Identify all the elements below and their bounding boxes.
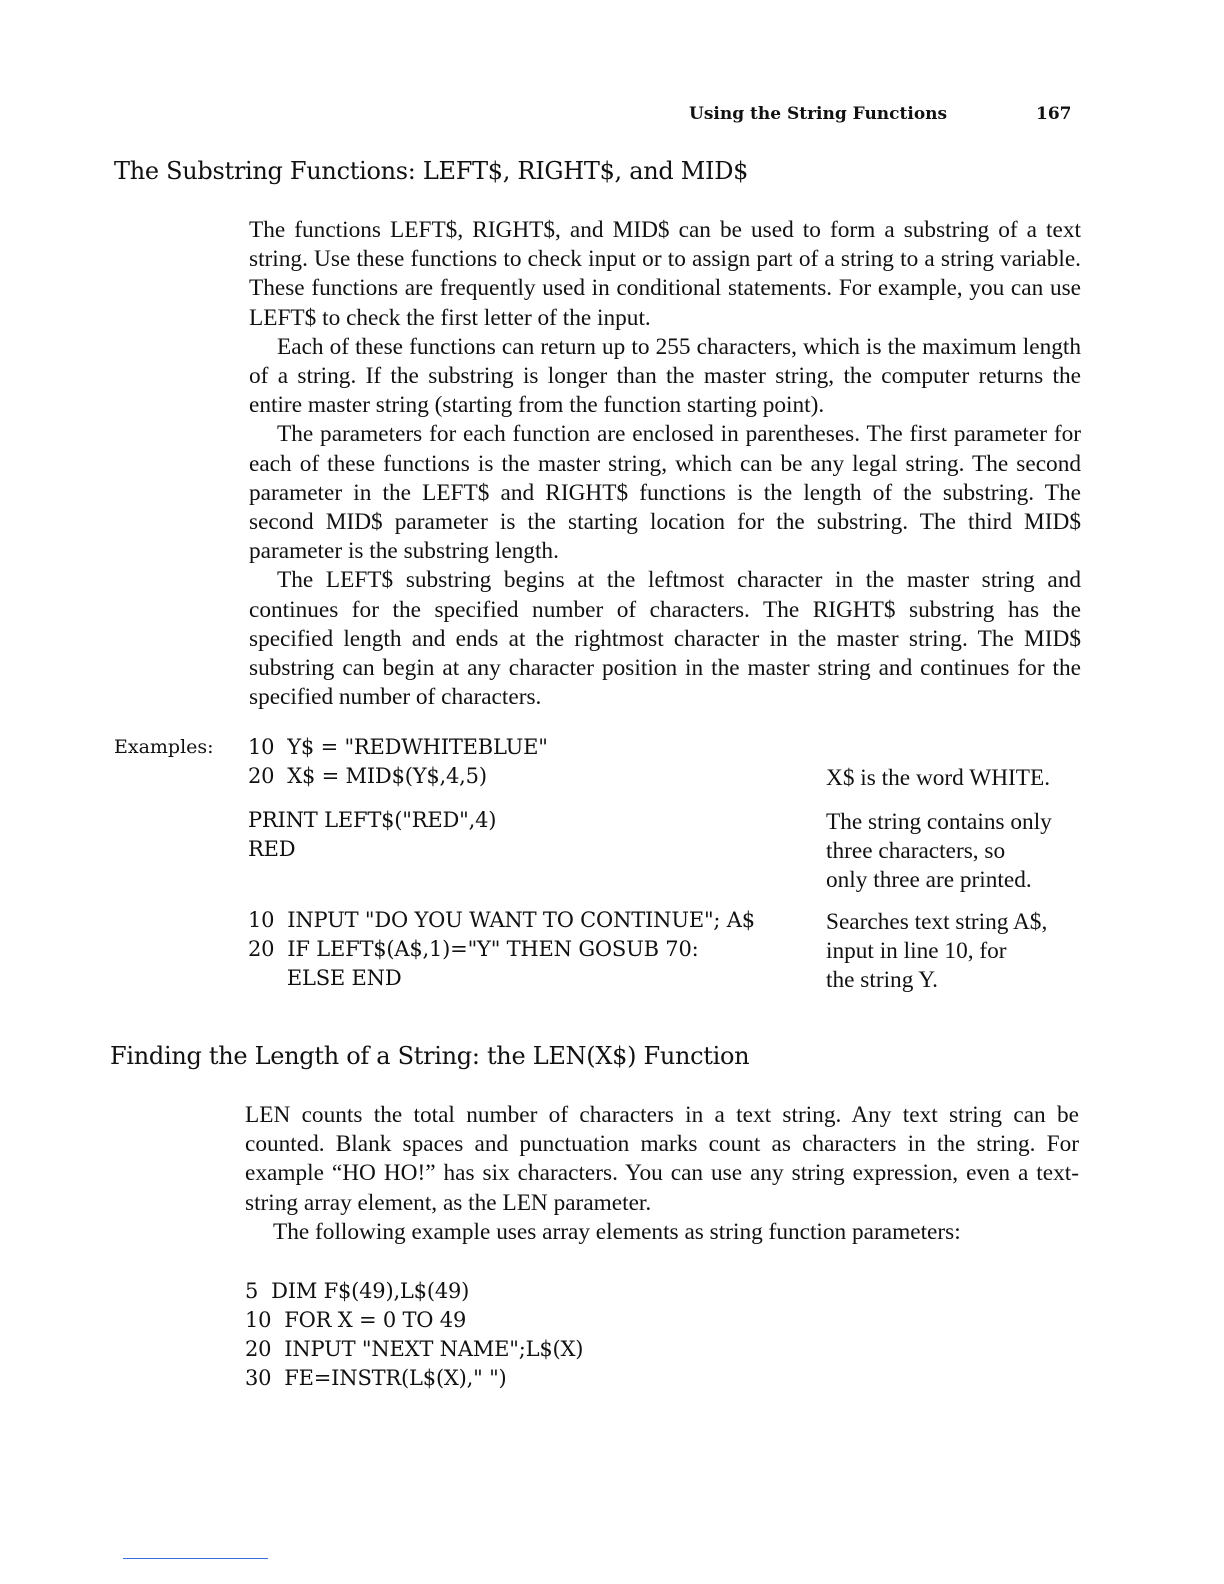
note-line: three characters, so (826, 838, 1006, 865)
paragraph: The following example uses array elements as string function parameters: (273, 1218, 961, 1245)
code-line: ELSE END (248, 966, 402, 990)
example-note (826, 808, 1086, 896)
running-head (0, 104, 1224, 132)
paragraph: The LEFT$ substring begins at the leftmost character in the master string and continues for the specified number of characters. The RIGHT$ substring has the specified length and ends at the rightmost character in the master string. The MID$ substring can begin at any character position in the master string and continues for the specified number of characters. (249, 567, 1081, 711)
code-line: 20 IF LEFT$(A$,1)="Y" THEN GOSUB 70: (248, 937, 699, 961)
note-line: Searches text string A$, (826, 909, 1048, 935)
code-line: 5 DIM F$(49),L$(49) (245, 1279, 470, 1303)
note-line: the string Y. (826, 967, 938, 994)
code-line: 20 X$ = MID$(Y$,4,5) (248, 764, 487, 788)
code-line: 10 INPUT "DO YOU WANT TO CONTINUE"; A$ (248, 908, 755, 932)
code-line: 20 INPUT "NEXT NAME";L$(X) (245, 1337, 584, 1361)
note-line: input in line 10, for (826, 938, 1007, 965)
code-line: 30 FE=INSTR(L$(X)," ") (245, 1366, 507, 1390)
section-body-substring (249, 216, 1081, 712)
paragraph: The functions LEFT$, RIGHT$, and MID$ can be used to form a substring of a text string. Use these functions to check input or to assign part of a string to a string variable. These functions are frequently used in conditional statements. For example, you can use LEFT$ to check the first letter of the input. (249, 217, 1081, 331)
code-line: 10 FOR X = 0 TO 49 (245, 1308, 467, 1332)
section-heading-substring: The Substring Functions: LEFT$, RIGHT$, and MID$ (114, 157, 749, 185)
paragraph: The parameters for each function are enclosed in parentheses. The first parameter for each of these functions is the master string, which can be any legal string. The second parameter in the LEFT$ and RIGHT$ functions is the length of the substring. The second MID$ parameter is the starting location for the substring. The third MID$ parameter is the substring length. (249, 421, 1081, 565)
example-note (826, 908, 1086, 996)
note-line: only three are printed. (826, 867, 1032, 894)
paragraph: LEN counts the total number of characters in a text string. Any text string can be counted. Blank spaces and punctuation marks count as characters in the string. For example “HO HO!” has six characters. You can use any string expression, even a text-string array element, as the LEN parameter. (245, 1102, 1079, 1216)
example-note (826, 764, 1086, 793)
running-head-title: Using the String Functions (689, 104, 948, 124)
note-line: X$ is the word WHITE. (826, 765, 1051, 791)
section-body-len (245, 1101, 1079, 1247)
section-heading-len: Finding the Length of a String: the LEN(X$) Function (110, 1042, 750, 1070)
examples-label: Examples: (114, 736, 214, 758)
code-line: 10 Y$ = "REDWHITEBLUE" (248, 735, 548, 759)
code-line: PRINT LEFT$("RED",4) (248, 808, 497, 832)
code-output-line: RED (248, 837, 296, 861)
paragraph: Each of these functions can return up to 255 characters, which is the maximum length of a string. If the substring is longer than the master string, the computer returns the entire master string (starting from the function starting point). (249, 333, 1081, 419)
page-number: 167 (1036, 104, 1072, 124)
note-line: The string contains only (826, 809, 1052, 835)
footer-rule (123, 1558, 268, 1559)
